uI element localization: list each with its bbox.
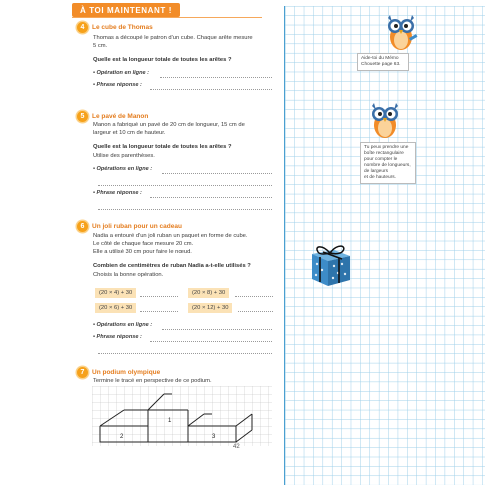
exercise-5-number: 5: [77, 111, 88, 122]
side-note-memo: [357, 53, 409, 71]
exercise-5-text-1: Manon a fabriqué un pavé de 20 cm de longueur, 15 cm de: [93, 122, 245, 128]
exercise-5-title: Le pavé de Manon: [92, 113, 149, 120]
exercise-4-text-2: 5 cm.: [93, 43, 108, 49]
side-note-box: [360, 142, 416, 184]
gift-box-icon: [304, 236, 356, 290]
banner-rule: [72, 17, 262, 18]
side-note-box-line-1: Tu peux prendre une: [364, 145, 409, 150]
exercise-6-operation-label: • Opérations en ligne :: [93, 322, 153, 328]
exercise-6-header: [77, 221, 182, 232]
exercise-4-text-1: Thomas a découpé le patron d'un cube. Chaque arête mesure: [93, 35, 253, 41]
exercise-6-text-3: Elle a utilisé 30 cm pour faire le nœud.: [93, 249, 192, 255]
exercise-4-question: Quelle est la longueur totale de toutes les arêtes ?: [93, 57, 232, 63]
owl-mascot-icon: [366, 100, 404, 140]
exercise-5-operation-label: • Opérations en ligne :: [93, 166, 153, 172]
side-note-memo-line-1: Aide-toi du Mémo: [361, 56, 399, 61]
exercise-6-title: Un joli ruban pour un cadeau: [92, 223, 182, 230]
exercise-5-phrase-answer-line-1[interactable]: [150, 197, 272, 198]
exercise-5-question: Quelle est la longueur totale de toutes les arêtes ?: [93, 144, 232, 150]
option-1[interactable]: (20 × 4) + 30: [95, 288, 136, 298]
exercise-4-number: 4: [77, 22, 88, 33]
owl-mascot-icon: [382, 12, 420, 52]
exercise-5-operation-answer-line-1[interactable]: [162, 173, 272, 174]
exercise-4-phrase-answer-line[interactable]: [150, 89, 272, 90]
exercise-7-number: 7: [77, 367, 88, 378]
podium-label-third: 3: [212, 434, 216, 440]
exercise-6-number: 6: [77, 221, 88, 232]
option-1-answer-line[interactable]: [140, 296, 178, 297]
exercise-5-phrase-answer-line-2[interactable]: [98, 209, 272, 210]
side-note-box-line-3: pour compter le: [364, 157, 398, 162]
exercise-6-operation-answer-line[interactable]: [162, 329, 272, 330]
exercise-4-header: [77, 22, 153, 33]
exercise-4-operation-label: • Opération en ligne :: [93, 70, 150, 76]
exercise-6-hint: Choisis la bonne opération.: [93, 272, 164, 278]
exercise-4-phrase-label: • Phrase réponse :: [93, 82, 142, 88]
exercise-6-phrase-label: • Phrase réponse :: [93, 334, 142, 340]
podium-drawing[interactable]: [92, 386, 272, 446]
podium-grid: [92, 386, 272, 446]
podium-label-first: 1: [168, 418, 172, 424]
page-number: 42: [233, 444, 240, 450]
side-note-box-line-6: et de hauteurs.: [364, 175, 397, 180]
side-note-box-line-2: boîte rectangulaire: [364, 151, 404, 156]
option-3[interactable]: (20 × 6) + 30: [95, 303, 136, 313]
option-2[interactable]: (20 × 8) + 30: [188, 288, 229, 298]
exercise-7-instruction: Termine le tracé en perspective de ce podium.: [93, 378, 212, 384]
exercise-5-header: [77, 111, 148, 122]
exercise-4-operation-answer-line[interactable]: [160, 77, 272, 78]
side-note-box-line-5: de largeurs: [364, 169, 388, 174]
exercise-6-text-1: Nadia a entouré d'un joli ruban un paquet en forme de cube.: [93, 233, 248, 239]
option-4[interactable]: (20 × 12) + 30: [188, 303, 232, 313]
side-note-box-line-4: nombre de longueurs,: [364, 163, 411, 168]
option-4-answer-line[interactable]: [238, 311, 273, 312]
exercise-7-title: Un podium olympique: [92, 369, 161, 376]
podium-label-second: 2: [120, 434, 124, 440]
section-banner: À TOI MAINTENANT !: [72, 3, 180, 17]
exercise-6-text-2: Le côté de chaque face mesure 20 cm.: [93, 241, 194, 247]
option-2-answer-line[interactable]: [235, 296, 273, 297]
side-note-memo-line-2: Chouette page 63.: [361, 62, 401, 67]
exercise-7-header: [77, 367, 160, 378]
exercise-6-phrase-answer-line-1[interactable]: [150, 341, 272, 342]
exercise-5-hint: Utilise des parenthèses.: [93, 153, 155, 159]
exercise-5-phrase-label: • Phrase réponse :: [93, 190, 142, 196]
exercise-6-question: Combien de centimètres de ruban Nadia a-t-elle utilisés ?: [93, 263, 251, 269]
option-3-answer-line[interactable]: [140, 311, 178, 312]
exercise-4-title: Le cube de Thomas: [92, 24, 153, 31]
exercise-5-text-2: largeur et 10 cm de hauteur.: [93, 130, 166, 136]
exercise-5-operation-answer-line-2[interactable]: [98, 185, 272, 186]
exercise-6-phrase-answer-line-2[interactable]: [98, 353, 272, 354]
